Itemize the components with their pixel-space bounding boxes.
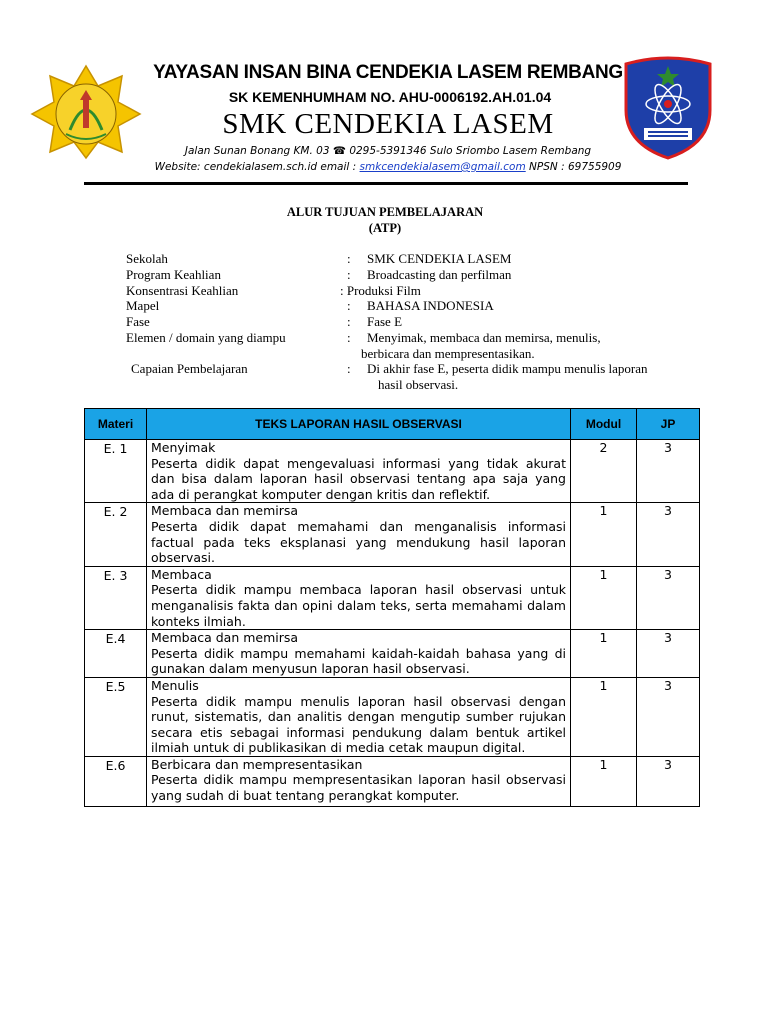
materi-cell: E.4: [85, 630, 147, 678]
table-row: [85, 440, 700, 503]
atp-table: [84, 408, 700, 807]
capaian-value-2: hasil observasi.: [378, 377, 459, 392]
jp-cell: 3: [637, 677, 700, 756]
teks-cell: [147, 756, 571, 806]
materi-cell: E.6: [85, 756, 147, 806]
colon: :: [347, 314, 351, 329]
phone-text: 0295-5391346 Sulo Sriombo Lasem Rembang: [349, 145, 592, 157]
info-block: [0, 251, 768, 391]
modul-cell: 1: [571, 630, 637, 678]
modul-cell: 1: [571, 677, 637, 756]
teks-cell: [147, 566, 571, 629]
header-materi: Materi: [85, 409, 147, 440]
konsentrasi-value: : Produksi Film: [340, 283, 421, 298]
table-row: [85, 677, 700, 756]
row-heading: Berbicara dan mempresentasikan: [151, 756, 363, 772]
row-description: Peserta didik mampu menulis laporan hasil observasi dengan runut, sistematis, dan analitis dengan mengutip sumber rujukan secara etis sebagai informasi pendukung dalam bentuk artikel ilmiah untuk di publikasikan di media cetak maupun digital.: [151, 693, 566, 756]
fase-label: Fase: [126, 314, 150, 329]
colon: :: [347, 298, 351, 313]
mapel-value: BAHASA INDONESIA: [367, 298, 494, 313]
program-label: Program Keahlian: [126, 267, 221, 282]
materi-cell: E. 2: [85, 503, 147, 566]
row-heading: Membaca: [151, 566, 212, 582]
phone-icon: ☎: [332, 145, 346, 157]
header-jp: JP: [637, 409, 700, 440]
capaian-value-1: Di akhir fase E, peserta didik mampu menulis laporan: [367, 361, 648, 376]
table-row: [85, 756, 700, 806]
modul-cell: 1: [571, 566, 637, 629]
materi-cell: E. 1: [85, 440, 147, 503]
website-text: Website: cendekialasem.sch.id email :: [154, 161, 360, 173]
table-row: [85, 566, 700, 629]
sekolah-value: SMK CENDEKIA LASEM: [367, 251, 512, 266]
capaian-label: Capaian Pembelajaran: [131, 361, 248, 376]
modul-cell: 1: [571, 756, 637, 806]
row-heading: Membaca dan memirsa: [151, 503, 299, 519]
materi-cell: E. 3: [85, 566, 147, 629]
address-text: Jalan Sunan Bonang KM. 03: [184, 145, 330, 157]
header-modul: Modul: [571, 409, 637, 440]
konsentrasi-label: Konsentrasi Keahlian: [126, 283, 239, 298]
org-name: YAYASAN INSAN BINA CENDEKIA LASEM REMBANG: [153, 62, 623, 83]
teks-cell: [147, 440, 571, 503]
row-heading: Membaca dan memirsa: [151, 630, 299, 646]
row-description: Peserta didik dapat mengevaluasi informasi yang tidak akurat dan bisa dalam laporan hasil observasi tentang apa saja yang ada di perangkat komputer dengan kritis dan reflektif.: [151, 455, 566, 502]
mapel-label: Mapel: [126, 298, 160, 313]
email-link[interactable]: smkcendekialasem@gmail.com: [359, 161, 526, 173]
elemen-value-2: berbicara dan mempresentasikan.: [361, 346, 535, 361]
row-heading: Menulis: [151, 677, 199, 693]
teks-cell: [147, 630, 571, 678]
document-title: [230, 204, 540, 236]
jp-cell: 3: [637, 630, 700, 678]
table-header-row: [85, 409, 700, 440]
row-description: Peserta didik dapat memahami dan menganalisis informasi factual pada teks eksplanasi yang mendukung hasil laporan observasi.: [151, 518, 566, 566]
colon: :: [347, 361, 351, 376]
address-line: [150, 145, 626, 157]
sk-number: SK KEMENHUMHAM NO. AHU-0006192.AH.01.04: [228, 89, 552, 105]
website-line: [100, 161, 676, 173]
materi-cell: E.5: [85, 677, 147, 756]
row-description: Peserta didik mampu memahami kaidah-kaidah bahasa yang di gunakan dalam menyusun laporan hasil observasi.: [151, 645, 566, 677]
modul-cell: 1: [571, 503, 637, 566]
colon: :: [347, 251, 351, 266]
table-row: [85, 503, 700, 566]
modul-cell: 2: [571, 440, 637, 503]
title-line-2: (ATP): [368, 221, 402, 235]
row-description: Peserta didik mampu mempresentasikan laporan hasil observasi yang sudah di buat tentang perangkat komputer.: [151, 772, 566, 804]
npsn-text: NPSN : 69755909: [525, 161, 622, 173]
teks-cell: [147, 677, 571, 756]
colon: :: [347, 267, 351, 282]
header-teks: TEKS LAPORAN HASIL OBSERVASI: [147, 409, 571, 440]
jp-cell: 3: [637, 566, 700, 629]
jp-cell: 3: [637, 503, 700, 566]
row-description: Peserta didik mampu membaca laporan hasil observasi untuk menganalisis fakta dan opini dalam teks, serta memahami dalam konteks ilmiah.: [151, 582, 566, 629]
title-line-1: ALUR TUJUAN PEMBELAJARAN: [286, 205, 484, 219]
row-heading: Menyimak: [151, 440, 216, 455]
header-divider: [84, 182, 688, 185]
sekolah-label: Sekolah: [126, 251, 168, 266]
jp-cell: 3: [637, 756, 700, 806]
smk-logo: [618, 54, 718, 160]
elemen-label: Elemen / domain yang diampu: [126, 330, 286, 345]
school-name: SMK CENDEKIA LASEM: [222, 108, 554, 140]
elemen-value-1: Menyimak, membaca dan memirsa, menulis,: [367, 330, 601, 345]
yayasan-logo: [30, 64, 142, 160]
colon: :: [347, 330, 351, 345]
program-value: Broadcasting dan perfilman: [367, 267, 512, 282]
fase-value: Fase E: [367, 314, 403, 329]
jp-cell: 3: [637, 440, 700, 503]
table-row: [85, 630, 700, 678]
teks-cell: [147, 503, 571, 566]
